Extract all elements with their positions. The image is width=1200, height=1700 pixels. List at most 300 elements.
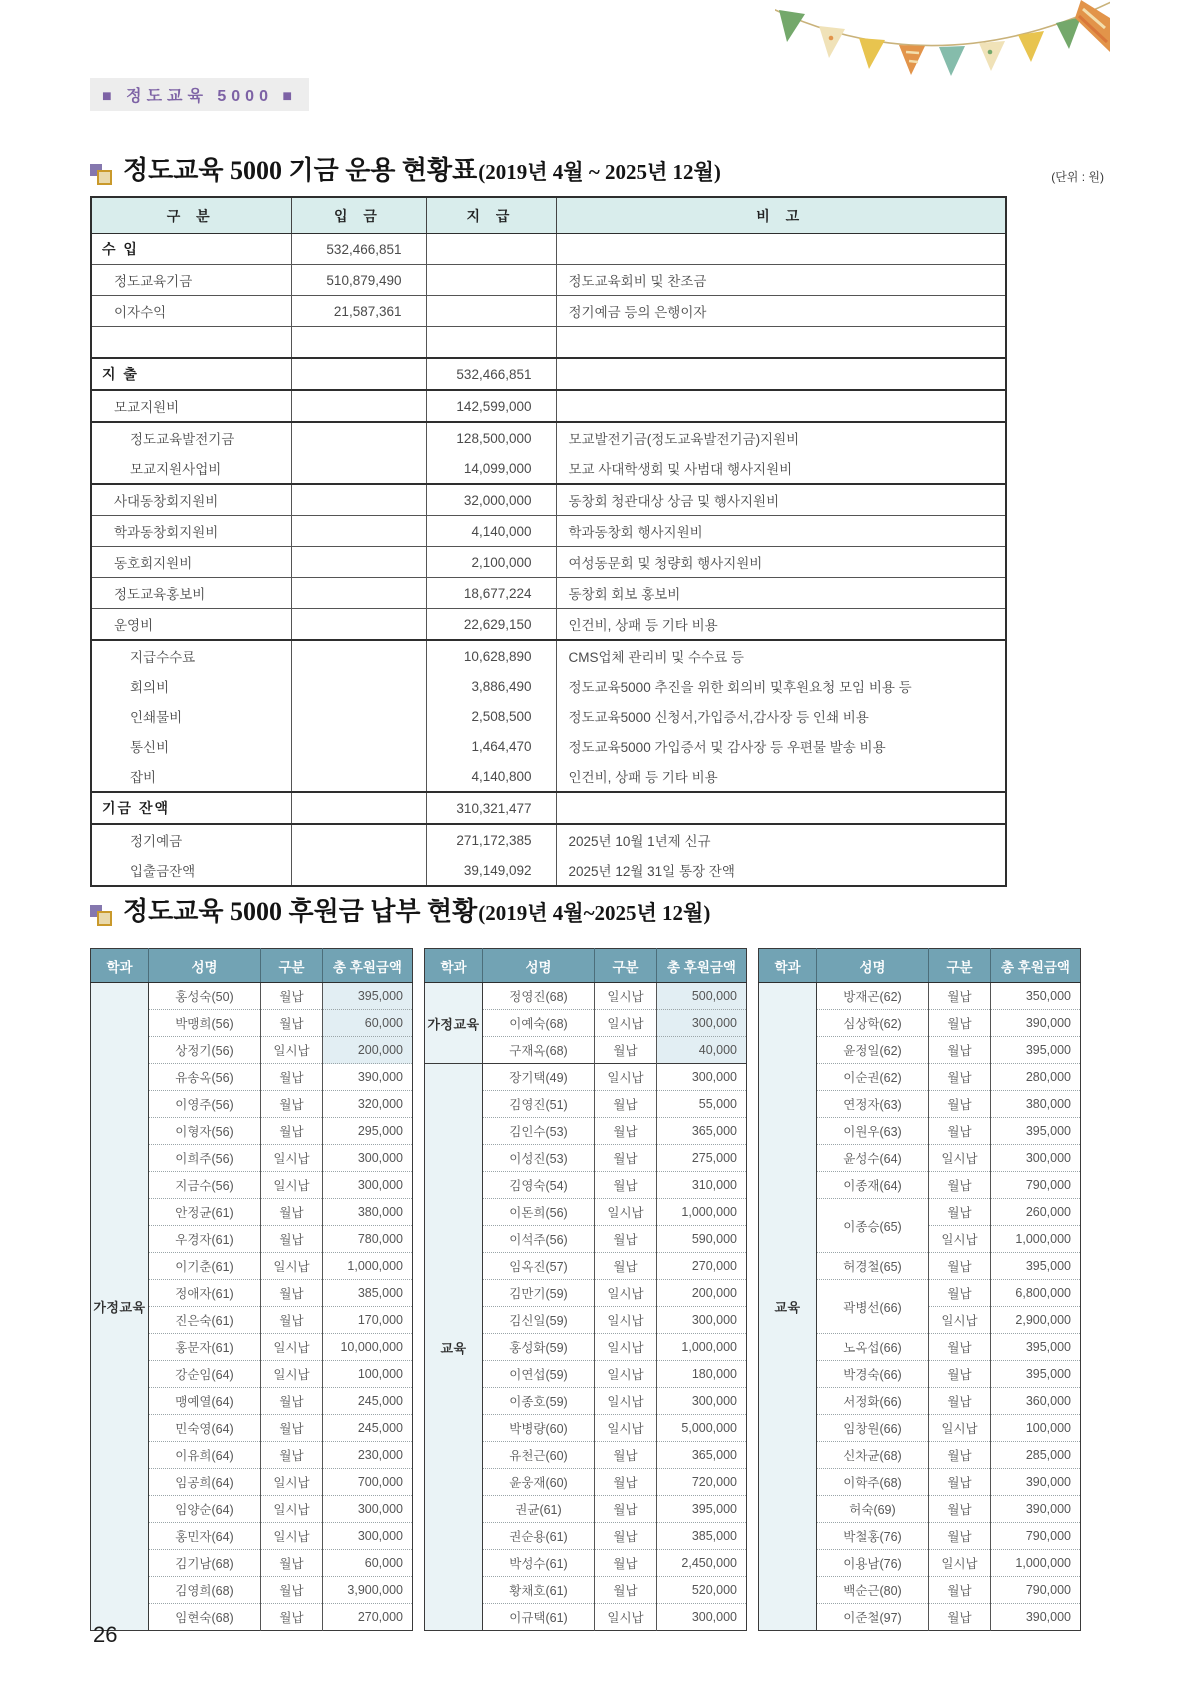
donation-header-row [759,949,1081,983]
donor-name: 윤성수(64) [817,1145,929,1172]
donor-name: 권균(61) [483,1496,595,1523]
donor-type: 일시납 [595,1415,657,1442]
donor-name: 맹예열(64) [149,1388,261,1415]
donation-header-dept: 학과 [759,949,817,983]
donor-amount: 295,000 [323,1118,413,1145]
donor-type: 일시납 [929,1550,991,1577]
donor-type: 월납 [929,1010,991,1037]
fund-row-deposit [291,671,426,701]
donation-title-period: (2019년 4월~2025년 12월) [478,901,711,925]
page-number: 26 [93,1622,118,1647]
donation-header-amount: 총 후원금액 [323,949,413,983]
donor-amount: 390,000 [323,1064,413,1091]
donation-header-dept: 학과 [91,949,149,983]
donor-type: 월납 [261,1280,323,1307]
pennant-cream [979,41,1005,71]
donor-name: 진은숙(61) [149,1307,261,1334]
donor-type: 일시납 [261,1496,323,1523]
donor-amount: 245,000 [323,1415,413,1442]
donor-row [425,1064,747,1091]
fund-table-body [91,234,1006,887]
donor-name: 이학주(68) [817,1469,929,1496]
fund-row-deposit [291,358,426,390]
donor-amount: 395,000 [991,1361,1081,1388]
fund-row-deposit: 21,587,361 [291,296,426,327]
pennant-stripe [906,52,919,53]
fund-row-withdrawal [426,234,556,265]
fund-table-header-row [91,197,1006,234]
donor-amount: 270,000 [657,1253,747,1280]
fund-table-row [91,453,1006,484]
pennant-stripe [909,61,918,62]
donor-name: 이규택(61) [483,1604,595,1631]
donor-name: 허숙(69) [817,1496,929,1523]
donor-amount: 300,000 [323,1172,413,1199]
donor-type: 월납 [261,1010,323,1037]
fund-table-row [91,234,1006,265]
donor-type: 월납 [261,1442,323,1469]
overlapping-squares-icon [90,161,114,187]
donor-type: 일시납 [261,1469,323,1496]
donor-name: 정애자(61) [149,1280,261,1307]
donor-type: 월납 [929,1091,991,1118]
fund-row-deposit [291,792,426,824]
fund-row-deposit: 532,466,851 [291,234,426,265]
donor-type: 월납 [929,1280,991,1307]
donor-type: 월납 [595,1091,657,1118]
donor-name: 심상학(62) [817,1010,929,1037]
donor-type: 월납 [595,1145,657,1172]
donor-name: 이희주(56) [149,1145,261,1172]
fund-row-note [556,234,1006,265]
donor-name: 김기남(68) [149,1550,261,1577]
fund-row-label: 운영비 [91,609,291,641]
donor-name: 김신일(59) [483,1307,595,1334]
donor-type: 일시납 [929,1307,991,1334]
fund-row-deposit [291,824,426,855]
donation-table-body-2 [759,983,1081,1631]
donor-type: 일시납 [595,1307,657,1334]
donor-name: 이형자(56) [149,1118,261,1145]
fund-row-note: 여성동문회 및 청량회 행사지원비 [556,547,1006,578]
donor-type: 월납 [261,1577,323,1604]
fund-row-deposit [291,327,426,359]
donor-type: 월납 [929,1523,991,1550]
fund-row-deposit [291,855,426,886]
donor-type: 월납 [261,1550,323,1577]
donor-amount: 720,000 [657,1469,747,1496]
donor-type: 월납 [929,1334,991,1361]
donation-table-body-1 [425,983,747,1631]
donor-amount: 365,000 [657,1118,747,1145]
fund-row-withdrawal: 14,099,000 [426,453,556,484]
fund-row-label: 잡비 [91,761,291,792]
donor-name: 허경철(65) [817,1253,929,1280]
fund-row-withdrawal: 39,149,092 [426,855,556,886]
donor-amount: 300,000 [657,1307,747,1334]
fund-row-label: 지 출 [91,358,291,390]
bunting-flags-decoration [775,0,1110,88]
donor-amount: 320,000 [323,1091,413,1118]
donor-amount: 270,000 [323,1604,413,1631]
fund-row-withdrawal [426,265,556,296]
donor-type: 일시납 [595,1361,657,1388]
fund-row-note: 정도교육5000 추진을 위한 회의비 및후원요청 모임 비용 등 [556,671,1006,701]
fund-table-row [91,547,1006,578]
donor-name: 우경자(61) [149,1226,261,1253]
fund-row-withdrawal: 2,508,500 [426,701,556,731]
donor-name: 안정균(61) [149,1199,261,1226]
donor-amount: 300,000 [323,1496,413,1523]
donor-type: 월납 [261,1604,323,1631]
fund-row-note: 정도교육회비 및 찬조금 [556,265,1006,296]
donor-type: 일시납 [595,1334,657,1361]
fund-row-label: 정도교육홍보비 [91,578,291,609]
donor-name: 이용남(76) [817,1550,929,1577]
donation-header-dept: 학과 [425,949,483,983]
donor-name: 이종승(65) [817,1199,929,1253]
donor-type: 월납 [929,1388,991,1415]
donor-amount: 1,000,000 [657,1334,747,1361]
donor-amount: 395,000 [657,1496,747,1523]
fund-row-note: 모교발전기금(정도교육발전기금)지원비 [556,422,1006,453]
fund-row-deposit [291,484,426,516]
donor-name: 이원우(63) [817,1118,929,1145]
fund-header-deposit: 입 금 [291,197,426,234]
donor-row [759,983,1081,1010]
donor-type: 일시납 [261,1253,323,1280]
fund-row-label: 정기예금 [91,824,291,855]
donor-name: 권순용(61) [483,1523,595,1550]
donor-row [91,983,413,1010]
donor-type: 월납 [261,1415,323,1442]
donor-amount: 1,000,000 [323,1253,413,1280]
fund-row-withdrawal: 310,321,477 [426,792,556,824]
donor-type: 월납 [929,1496,991,1523]
donor-name: 이종재(64) [817,1172,929,1199]
donor-amount: 500,000 [657,983,747,1010]
donation-table-right [758,948,1081,1631]
donor-name: 강순임(64) [149,1361,261,1388]
donor-type: 월납 [595,1523,657,1550]
overlapping-squares-icon [90,902,114,928]
donor-name: 이기춘(61) [149,1253,261,1280]
pennant-dot [988,50,993,55]
fund-row-withdrawal: 22,629,150 [426,609,556,641]
donor-amount: 300,000 [657,1388,747,1415]
fund-row-label: 수 입 [91,234,291,265]
fund-row-note: 동창회 청관대상 상금 및 행사지원비 [556,484,1006,516]
donor-name: 노옥섭(66) [817,1334,929,1361]
fund-table-row [91,731,1006,761]
donor-type: 월납 [261,1226,323,1253]
donor-type: 월납 [929,1604,991,1631]
donor-name: 서정화(66) [817,1388,929,1415]
fund-row-note: 인건비, 상패 등 기타 비용 [556,609,1006,641]
donor-type: 일시납 [595,983,657,1010]
donor-type: 월납 [929,1199,991,1226]
donor-type: 월납 [595,1226,657,1253]
donor-name: 민숙영(64) [149,1415,261,1442]
fund-row-label: 기금 잔액 [91,792,291,824]
pennant-dot [829,36,834,41]
donor-name: 이준철(97) [817,1604,929,1631]
fund-row-withdrawal [426,327,556,359]
fund-row-note: 2025년 12월 31일 통장 잔액 [556,855,1006,886]
fund-row-label: 이자수익 [91,296,291,327]
donor-amount: 790,000 [991,1172,1081,1199]
donor-type: 일시납 [261,1037,323,1064]
fund-title-period: (2019년 4월 ~ 2025년 12월) [478,160,721,184]
donor-type: 월납 [261,1388,323,1415]
donor-type: 월납 [929,1361,991,1388]
donor-name: 김만기(59) [483,1280,595,1307]
fund-row-label: 입출금잔액 [91,855,291,886]
donor-name: 이성진(53) [483,1145,595,1172]
donation-header-name: 성명 [817,949,929,983]
donor-name: 방재곤(62) [817,983,929,1010]
donor-amount: 790,000 [991,1523,1081,1550]
donor-type: 월납 [261,983,323,1010]
donor-name: 박성수(61) [483,1550,595,1577]
donor-type: 일시납 [929,1226,991,1253]
donor-type: 월납 [929,983,991,1010]
fund-row-label: 학과동창회지원비 [91,516,291,547]
fund-row-withdrawal: 32,000,000 [426,484,556,516]
donor-amount: 1,000,000 [991,1226,1081,1253]
donor-name: 박경숙(66) [817,1361,929,1388]
fund-table-row [91,327,1006,359]
donor-type: 월납 [595,1253,657,1280]
donor-name: 이석주(56) [483,1226,595,1253]
donor-type: 월납 [595,1469,657,1496]
fund-row-withdrawal: 10,628,890 [426,640,556,671]
fund-row-label: 모교지원비 [91,390,291,422]
donor-name: 지금수(56) [149,1172,261,1199]
fund-row-note [556,358,1006,390]
donor-type: 월납 [261,1307,323,1334]
donor-type: 월납 [929,1577,991,1604]
donor-amount: 100,000 [991,1415,1081,1442]
fund-row-withdrawal: 3,886,490 [426,671,556,701]
fund-row-deposit [291,731,426,761]
fund-row-withdrawal: 4,140,800 [426,761,556,792]
pennant-cream [819,26,845,58]
fund-table-row [91,824,1006,855]
donation-title-text: 정도교육 5000 후원금 납부 현황 [123,897,478,926]
donor-amount: 390,000 [991,1010,1081,1037]
donation-section-title [90,891,710,928]
donor-amount: 380,000 [991,1091,1081,1118]
fund-row-deposit [291,761,426,792]
fund-row-label: 정도교육기금 [91,265,291,296]
donor-amount: 350,000 [991,983,1081,1010]
donor-name: 상정기(56) [149,1037,261,1064]
donor-type: 일시납 [261,1361,323,1388]
fund-section-title [90,150,721,187]
donor-name: 홍민자(64) [149,1523,261,1550]
fund-row-label: 지급수수료 [91,640,291,671]
donor-name: 홍문자(61) [149,1334,261,1361]
donor-name: 윤웅재(60) [483,1469,595,1496]
fund-table-row [91,265,1006,296]
pennant-green [779,10,805,42]
fund-row-label: 회의비 [91,671,291,701]
fund-table-row [91,484,1006,516]
fund-table-row [91,761,1006,792]
fund-table-row [91,671,1006,701]
fund-title-text: 정도교육 5000 기금 운용 현황표 [123,156,478,185]
fund-row-label: 정도교육발전기금 [91,422,291,453]
donor-type: 월납 [929,1253,991,1280]
donor-amount: 390,000 [991,1469,1081,1496]
donor-amount: 3,900,000 [323,1577,413,1604]
donor-name: 김영희(68) [149,1577,261,1604]
donor-type: 월납 [261,1118,323,1145]
pennant-orange [899,45,925,75]
fund-row-deposit [291,516,426,547]
donor-name: 김영진(51) [483,1091,595,1118]
donor-name: 신차균(68) [817,1442,929,1469]
fund-row-deposit [291,422,426,453]
donor-amount: 2,450,000 [657,1550,747,1577]
fund-row-note: 학과동창회 행사지원비 [556,516,1006,547]
donor-amount: 395,000 [991,1334,1081,1361]
fund-row-withdrawal: 271,172,385 [426,824,556,855]
donor-name: 박맹희(56) [149,1010,261,1037]
donor-type: 월납 [595,1550,657,1577]
donor-amount: 180,000 [657,1361,747,1388]
fund-row-deposit [291,390,426,422]
fund-row-withdrawal: 532,466,851 [426,358,556,390]
donor-type: 일시납 [261,1523,323,1550]
donor-name: 김인수(53) [483,1118,595,1145]
donor-name: 홍성화(59) [483,1334,595,1361]
fund-table-row [91,516,1006,547]
donation-header-row [91,949,413,983]
donor-name: 임창원(66) [817,1415,929,1442]
fund-row-withdrawal: 142,599,000 [426,390,556,422]
donor-type: 월납 [595,1172,657,1199]
donor-amount: 780,000 [323,1226,413,1253]
pennant-green [1056,17,1081,49]
fund-row-withdrawal: 1,464,470 [426,731,556,761]
donor-name: 곽병선(66) [817,1280,929,1334]
donor-name: 임현숙(68) [149,1604,261,1631]
donor-type: 월납 [929,1118,991,1145]
donor-amount: 300,000 [991,1145,1081,1172]
fund-row-deposit [291,547,426,578]
fund-row-withdrawal [426,296,556,327]
donor-amount: 365,000 [657,1442,747,1469]
donor-name: 이순권(62) [817,1064,929,1091]
donor-name: 이예숙(68) [483,1010,595,1037]
donor-type: 월납 [595,1577,657,1604]
fund-row-deposit [291,640,426,671]
donor-name: 임양순(64) [149,1496,261,1523]
donor-amount: 360,000 [991,1388,1081,1415]
fund-table-row [91,701,1006,731]
donor-name: 이돈희(56) [483,1199,595,1226]
donor-amount: 60,000 [323,1550,413,1577]
fund-row-deposit [291,578,426,609]
donor-type: 월납 [595,1037,657,1064]
donor-name: 백순근(80) [817,1577,929,1604]
dept-cell: 가정교육 [425,983,483,1064]
fund-table-row [91,855,1006,886]
donor-amount: 390,000 [991,1496,1081,1523]
fund-header-category: 구 분 [91,197,291,234]
donor-amount: 310,000 [657,1172,747,1199]
donor-row [425,983,747,1010]
fund-header-withdrawal: 지 급 [426,197,556,234]
donor-amount: 380,000 [323,1199,413,1226]
donation-header-amount: 총 후원금액 [657,949,747,983]
donor-amount: 200,000 [323,1037,413,1064]
dept-cell: 교육 [425,1064,483,1631]
donor-type: 일시납 [261,1172,323,1199]
donor-type: 일시납 [929,1415,991,1442]
donor-type: 월납 [595,1496,657,1523]
donor-amount: 260,000 [991,1199,1081,1226]
donor-amount: 395,000 [991,1118,1081,1145]
fund-table-row [91,358,1006,390]
donation-table-body-0 [91,983,413,1631]
donor-type: 일시납 [595,1280,657,1307]
dept-cell: 가정교육 [91,983,149,1631]
donor-name: 박병량(60) [483,1415,595,1442]
donor-amount: 1,000,000 [991,1550,1081,1577]
fund-row-label: 사대동창회지원비 [91,484,291,516]
donor-amount: 300,000 [657,1604,747,1631]
donor-name: 이연섭(59) [483,1361,595,1388]
donation-table-left [90,948,413,1631]
fund-table-row [91,390,1006,422]
donor-amount: 285,000 [991,1442,1081,1469]
fund-table-row [91,578,1006,609]
donor-type: 월납 [261,1064,323,1091]
donor-amount: 395,000 [991,1037,1081,1064]
donor-name: 정영진(68) [483,983,595,1010]
fund-row-label: 모교지원사업비 [91,453,291,484]
fund-row-withdrawal: 128,500,000 [426,422,556,453]
donor-amount: 300,000 [657,1064,747,1091]
donor-amount: 1,000,000 [657,1199,747,1226]
donor-amount: 280,000 [991,1064,1081,1091]
donation-header-amount: 총 후원금액 [991,949,1081,983]
pennant-teal [939,46,965,76]
donor-amount: 520,000 [657,1577,747,1604]
fund-row-note [556,390,1006,422]
donor-type: 일시납 [595,1388,657,1415]
donor-type: 월납 [261,1199,323,1226]
donor-amount: 40,000 [657,1037,747,1064]
donor-type: 월납 [929,1442,991,1469]
fund-row-withdrawal: 2,100,000 [426,547,556,578]
fund-row-withdrawal: 18,677,224 [426,578,556,609]
fund-row-deposit [291,701,426,731]
donor-name: 유천근(60) [483,1442,595,1469]
donor-type: 일시납 [595,1199,657,1226]
fund-row-deposit: 510,879,490 [291,265,426,296]
fund-row-note: 정기예금 등의 은행이자 [556,296,1006,327]
donation-header-name: 성명 [483,949,595,983]
fund-table-row [91,640,1006,671]
fund-row-note: CMS업체 관리비 및 수수료 등 [556,640,1006,671]
donor-type: 일시납 [929,1145,991,1172]
donor-amount: 5,000,000 [657,1415,747,1442]
unit-note: (단위 : 원) [1051,170,1104,184]
